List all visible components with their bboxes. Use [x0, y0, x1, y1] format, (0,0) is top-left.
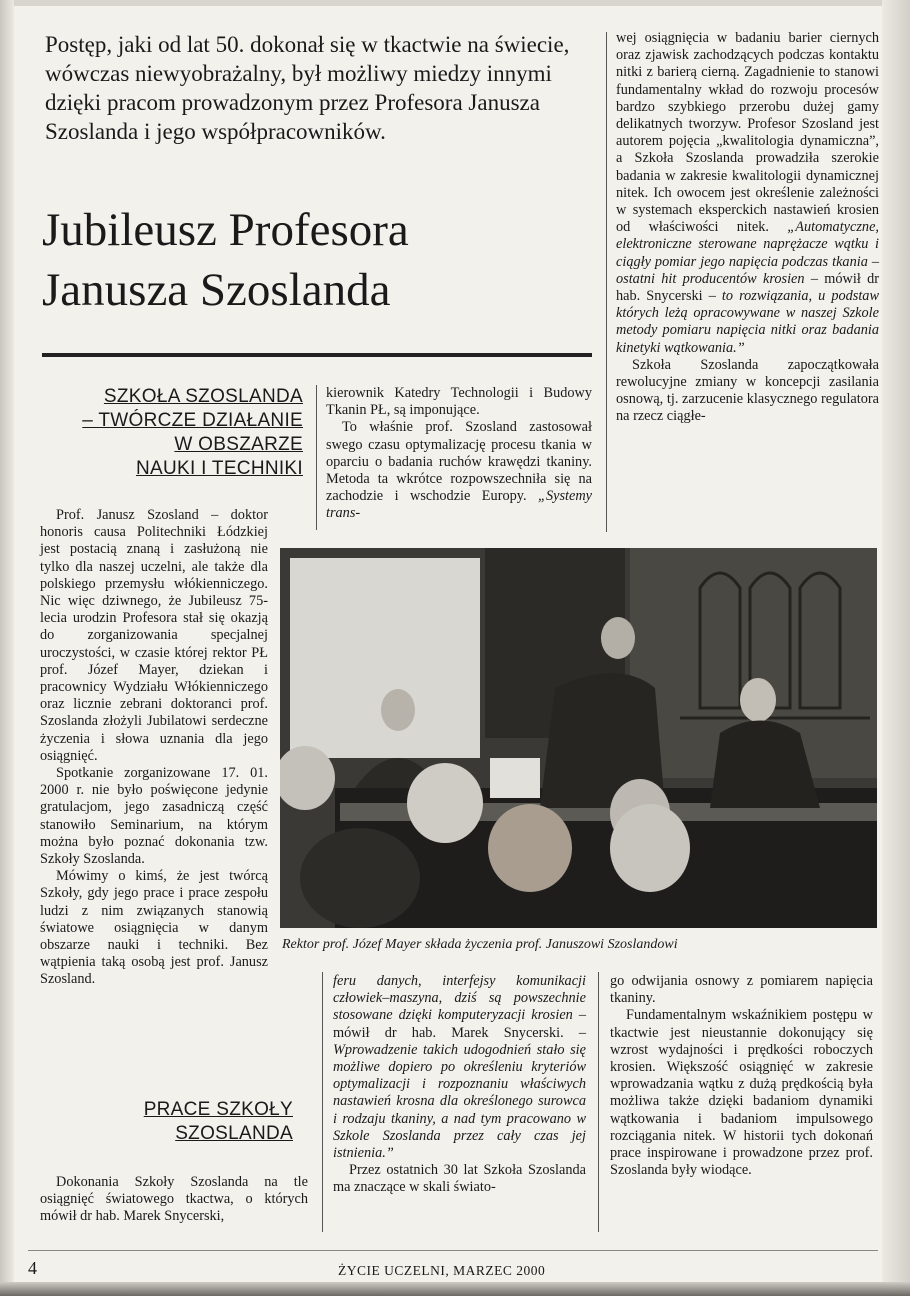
quote-start: „Systemy trans- [326, 488, 592, 522]
headline-line-2: Janusza Szoslanda [42, 264, 391, 316]
footer-rule [28, 1250, 878, 1251]
section-heading-2-line-1: PRACE SZKOŁY [143, 1099, 293, 1120]
paragraph: Fundamentalnym wskaźnikiem postępu w tkactwie jest nieustannie dokonujący się wzrost wydajności i prędkości roboczych krosien. Większość osiągnięć w zakresie wprowadzania wątku z dużą prędkością była możliwa także dzięki badaniom dynamiki wątkowania i badaniom impulsowego rozciągania nitek. W historii tych dokonań prace inspirowane i prowadzone przez prof. Szoslanda były wiodące. [610, 1007, 873, 1179]
paragraph-text: – mówił dr hab. Marek Snycerski. – [333, 1007, 586, 1041]
paragraph: Spotkanie zorganizowane 17. 01. 2000 r. nie było poświęcone jedynie gratulacjom, jego zasadniczą część stanowiło Seminarium, na którym można było poznać dokonania tzw. Szkoły Szoslanda. [40, 765, 268, 868]
section-heading-1-line-3: W OBSZARZE [174, 434, 303, 455]
quote: „Automatyczne, elektroniczne sterowane naprężacze wątku i ciągły pomiar jego napięcia podczas tkania – ostatni hit producentów krosien [616, 219, 879, 287]
paragraph-text: To właśnie prof. Szosland zastosował swego czasu optymalizację procesu tkania w oparciu o badania ruchów krawędzi tkaniny. Metoda ta wkrótce rozpowszechniła się na zachodzie i wschodzie Europy. [326, 419, 592, 505]
column-1-top [40, 507, 268, 989]
paragraph: Przez ostatnich 30 lat Szkoła Szoslanda ma znaczące w skali świato- [333, 1162, 586, 1196]
photo-illustration [280, 548, 877, 928]
event-photo [280, 548, 877, 928]
column-divider [598, 972, 599, 1232]
section-heading-2 [50, 1098, 293, 1146]
page-left-edge [0, 0, 14, 1296]
section-heading-1 [50, 385, 303, 481]
section-heading-2-line-2: SZOSLANDA [175, 1123, 293, 1144]
quote: feru danych, interfejsy komunikacji człowiek–maszyna, dziś są powszechnie stosowane dzięki komputeryzacji krosien [333, 973, 586, 1024]
article-headline [42, 200, 612, 320]
photo-caption: Rektor prof. Józef Mayer składa życzenia prof. Januszowi Szoslandowi [282, 937, 678, 952]
column-divider [606, 32, 607, 532]
column-1-bottom [40, 1174, 308, 1226]
paragraph [326, 419, 592, 522]
intro-lead: Postęp, jaki od lat 50. dokonał się w tkactwie na świecie, wówczas niewyobrażalny, był możliwy miedzy innymi dzięki pracom prowadzonym przez Profesora Janusza Szoslanda i jego współpracowników. [45, 32, 570, 144]
section-heading-1-line-2: – TWÓRCZE DZIAŁANIE [82, 410, 303, 431]
page-right-edge [882, 0, 910, 1296]
page-bottom-edge [0, 1282, 910, 1296]
column-divider [322, 972, 323, 1232]
headline-line-1: Jubileusz Profesora [42, 204, 409, 256]
paragraph: Mówimy o kimś, że jest twórcą Szkoły, gdy jego prace i prace zespołu ludzi z nim związanych stanowią światowe osiągnięcia w danym obszarze nauki i techniki. Bez wątpienia taką osobą jest prof. Janusz Szosland. [40, 868, 268, 988]
column-2-bottom [333, 973, 586, 1197]
paragraph: Prof. Janusz Szosland – doktor honoris causa Politechniki Łódzkiej jest postacią znaną i zasłużoną nie tylko dla naszej uczelni, ale także dla polskiego przemysłu włókienniczego. Nic więc dziwnego, że Jubileusz 75-lecia urodzin Profesora stał się okazją do zorganizowania specjalnej uroczystości, w czasie której rektor PŁ prof. Józef Mayer, dziekan i pracownicy Wydziału Włókienniczego oraz licznie zebrani doktoranci prof. Szoslanda złożyli Jubilatowi serdeczne życzenia i słowa uznania dla jego osiągnięć. [40, 507, 268, 764]
paragraph: go odwijania osnowy z pomiarem napięcia tkaniny. [610, 973, 873, 1007]
quote: Wprowadzenie takich udogodnień stało się możliwe dopiero po określeniu kryteriów optymalizacji i rozpoznaniu właściwych nastawień krosna dla określonego surowca i rodzaju tkaniny, a nad tym pracowano w Szkole Szoslanda przez cały czas jej istnienia.” [333, 1041, 586, 1162]
paragraph-text: wej osiągnięcia w badaniu barier ciernych oraz zjawisk zachodzących podczas kontaktu nitki z barierą cierną. Zagadnienie to stanowi fundamentalny wkład do rozwoju procesów bardzo szybkiego przerobu dużej gamy delikatnych tworzyw. Profesor Szosland jest autorem pojęcia „kwalitologia dynamiczna”, a Szkoła Szoslanda prowadziła szerokie badania w zakresie kwalitologii dynamicznej nitek. Ich owocem jest określenie zależności w systemach eksperckich nastawień krosien od właściwości nitek. [616, 30, 879, 236]
headline-rule [42, 353, 592, 357]
column-2-top [326, 385, 592, 523]
paragraph: Szkoła Szoslanda zapoczątkowała rewolucyjne zmiany w koncepcji zasilania osnową, tj. zarzucenie klasycznego regulatora na rzecz ciągłe- [616, 356, 879, 425]
column-3-bottom [610, 973, 873, 1179]
paragraph: Dokonania Szkoły Szoslanda na tle osiągnięć światowego tkactwa, o których mówił dr hab. Marek Snycerski, [40, 1174, 308, 1225]
column-divider [316, 385, 317, 530]
page-top-edge [14, 0, 910, 6]
column-3-top [616, 30, 879, 426]
quote: to rozwiązania, u podstaw których leżą opracowywane w naszej Szkole metody pomiaru napięcia nitki oraz badania kinetyki wątkowania.” [616, 288, 879, 356]
publication-title: ŻYCIE UCZELNI, MARZEC 2000 [338, 1263, 546, 1278]
paragraph: kierownik Katedry Technologii i Budowy Tkanin PŁ, są imponujące. [326, 385, 592, 419]
section-heading-1-line-1: SZKOŁA SZOSLANDA [103, 386, 303, 407]
page-number: 4 [28, 1258, 37, 1278]
paragraph [333, 973, 586, 1162]
section-heading-1-line-4: NAUKI I TECHNIKI [135, 458, 303, 479]
paragraph-text: – mówił dr hab. Snycerski – [616, 270, 879, 305]
paragraph [616, 30, 879, 357]
